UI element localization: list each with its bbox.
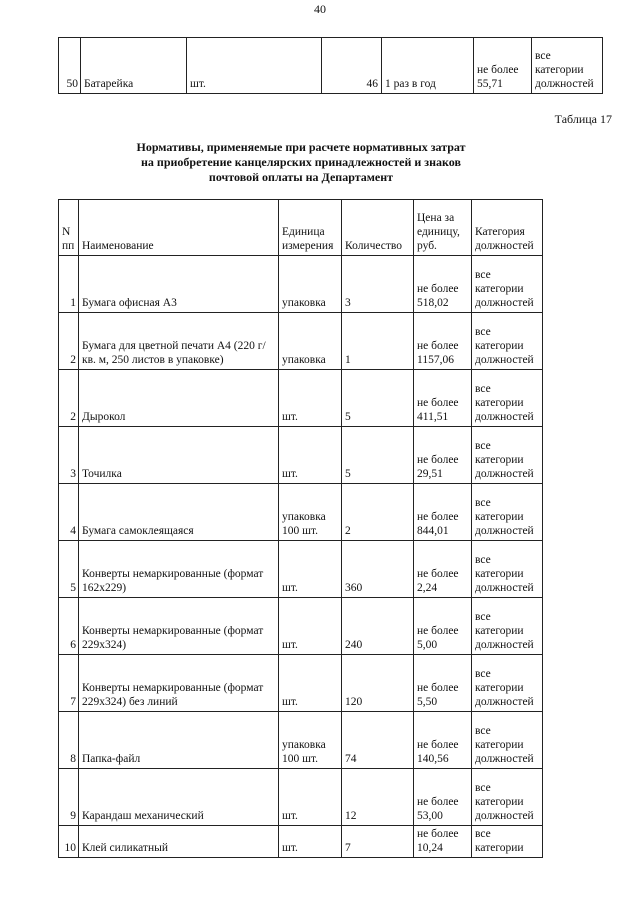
table-header-row	[59, 200, 543, 256]
item-quantity: 1	[342, 313, 414, 370]
item-price: не более 518,02	[414, 256, 472, 313]
item-unit: шт.	[279, 655, 342, 712]
row-number: 9	[59, 769, 79, 826]
item-price: не более 844,01	[414, 484, 472, 541]
table-row	[59, 38, 603, 94]
item-name: Карандаш механический	[79, 769, 279, 826]
item-price: не более 53,00	[414, 769, 472, 826]
item-price: не более 10,24	[414, 826, 472, 858]
row-number: 10	[59, 826, 79, 858]
row-number: 8	[59, 712, 79, 769]
table-title	[58, 140, 544, 185]
item-quantity: 12	[342, 769, 414, 826]
title-line: Нормативы, применяемые при расчете нормативных затрат	[136, 140, 466, 154]
item-name: Папка-файл	[79, 712, 279, 769]
item-price: не более 1157,06	[414, 313, 472, 370]
table-row	[59, 256, 543, 313]
row-number: 1	[59, 256, 79, 313]
row-number: 50	[59, 38, 81, 94]
item-category: все категории должностей	[472, 541, 543, 598]
item-name: Бумага офисная А3	[79, 256, 279, 313]
item-quantity: 360	[342, 541, 414, 598]
item-name: Конверты немаркированные (формат 229x324)	[79, 598, 279, 655]
header-category: Категория должностей	[472, 200, 543, 256]
item-unit: упаковка	[279, 256, 342, 313]
item-quantity: 74	[342, 712, 414, 769]
item-unit: шт.	[279, 541, 342, 598]
item-quantity: 5	[342, 370, 414, 427]
header-name: Наименование	[79, 200, 279, 256]
item-quantity: 46	[322, 38, 382, 94]
item-price: не более 55,71	[474, 38, 532, 94]
item-price: не более 29,51	[414, 427, 472, 484]
header-quantity: Количество	[342, 200, 414, 256]
item-category: все категории должностей	[472, 256, 543, 313]
table-row	[59, 769, 543, 826]
item-quantity: 240	[342, 598, 414, 655]
item-name: Точилка	[79, 427, 279, 484]
item-category: все категории должностей	[472, 655, 543, 712]
item-quantity: 5	[342, 427, 414, 484]
item-category: все категории должностей	[532, 38, 603, 94]
item-unit: упаковка 100 шт.	[279, 712, 342, 769]
item-unit: шт.	[279, 598, 342, 655]
item-quantity: 7	[342, 826, 414, 858]
header-price: Цена за единицу, руб.	[414, 200, 472, 256]
item-unit: шт.	[279, 427, 342, 484]
item-quantity: 120	[342, 655, 414, 712]
item-price: не более 5,50	[414, 655, 472, 712]
item-quantity: 3	[342, 256, 414, 313]
table-label: Таблица 17	[554, 112, 612, 126]
item-quantity: 2	[342, 484, 414, 541]
item-price: не более 140,56	[414, 712, 472, 769]
item-unit: шт.	[187, 38, 322, 94]
row-number: 2	[59, 370, 79, 427]
table-row	[59, 598, 543, 655]
item-unit: упаковка	[279, 313, 342, 370]
item-category: все категории должностей	[472, 598, 543, 655]
row-number: 6	[59, 598, 79, 655]
item-price: не более 411,51	[414, 370, 472, 427]
page-number: 40	[314, 2, 326, 16]
table-row	[59, 484, 543, 541]
table-row	[59, 712, 543, 769]
header-num: N пп	[59, 200, 79, 256]
item-category: все категории должностей	[472, 769, 543, 826]
title-line: почтовой оплаты на Департамент	[208, 170, 394, 184]
table-row	[59, 541, 543, 598]
item-name: Клей силикатный	[79, 826, 279, 858]
item-price: не более 5,00	[414, 598, 472, 655]
item-category: все категории	[472, 826, 543, 858]
row-number: 5	[59, 541, 79, 598]
table-row	[59, 370, 543, 427]
item-category: все категории должностей	[472, 484, 543, 541]
title-line: на приобретение канцелярских принадлежностей и знаков	[141, 155, 461, 169]
row-number: 3	[59, 427, 79, 484]
row-number: 2	[59, 313, 79, 370]
item-unit: шт.	[279, 826, 342, 858]
item-unit: шт.	[279, 370, 342, 427]
table-row	[59, 427, 543, 484]
item-name: Батарейка	[81, 38, 187, 94]
item-price: не более 2,24	[414, 541, 472, 598]
item-unit: упаковка 100 шт.	[279, 484, 342, 541]
row-number: 4	[59, 484, 79, 541]
item-unit: шт.	[279, 769, 342, 826]
row-number: 7	[59, 655, 79, 712]
stationery-norms-table	[58, 199, 543, 858]
item-name: Конверты немаркированные (формат 229x324) без линий	[79, 655, 279, 712]
item-name: Бумага для цветной печати А4 (220 г/кв. м, 250 листов в упаковке)	[79, 313, 279, 370]
item-category: все категории должностей	[472, 712, 543, 769]
item-name: Дырокол	[79, 370, 279, 427]
table-row	[59, 655, 543, 712]
table-row	[59, 826, 543, 858]
item-name: Конверты немаркированные (формат 162x229)	[79, 541, 279, 598]
item-category: все категории должностей	[472, 313, 543, 370]
item-frequency: 1 раз в год	[382, 38, 474, 94]
header-unit: Единица измерения	[279, 200, 342, 256]
item-name: Бумага самоклеящаяся	[79, 484, 279, 541]
previous-table-fragment	[58, 37, 603, 94]
item-category: все категории должностей	[472, 427, 543, 484]
item-category: все категории должностей	[472, 370, 543, 427]
table-row	[59, 313, 543, 370]
